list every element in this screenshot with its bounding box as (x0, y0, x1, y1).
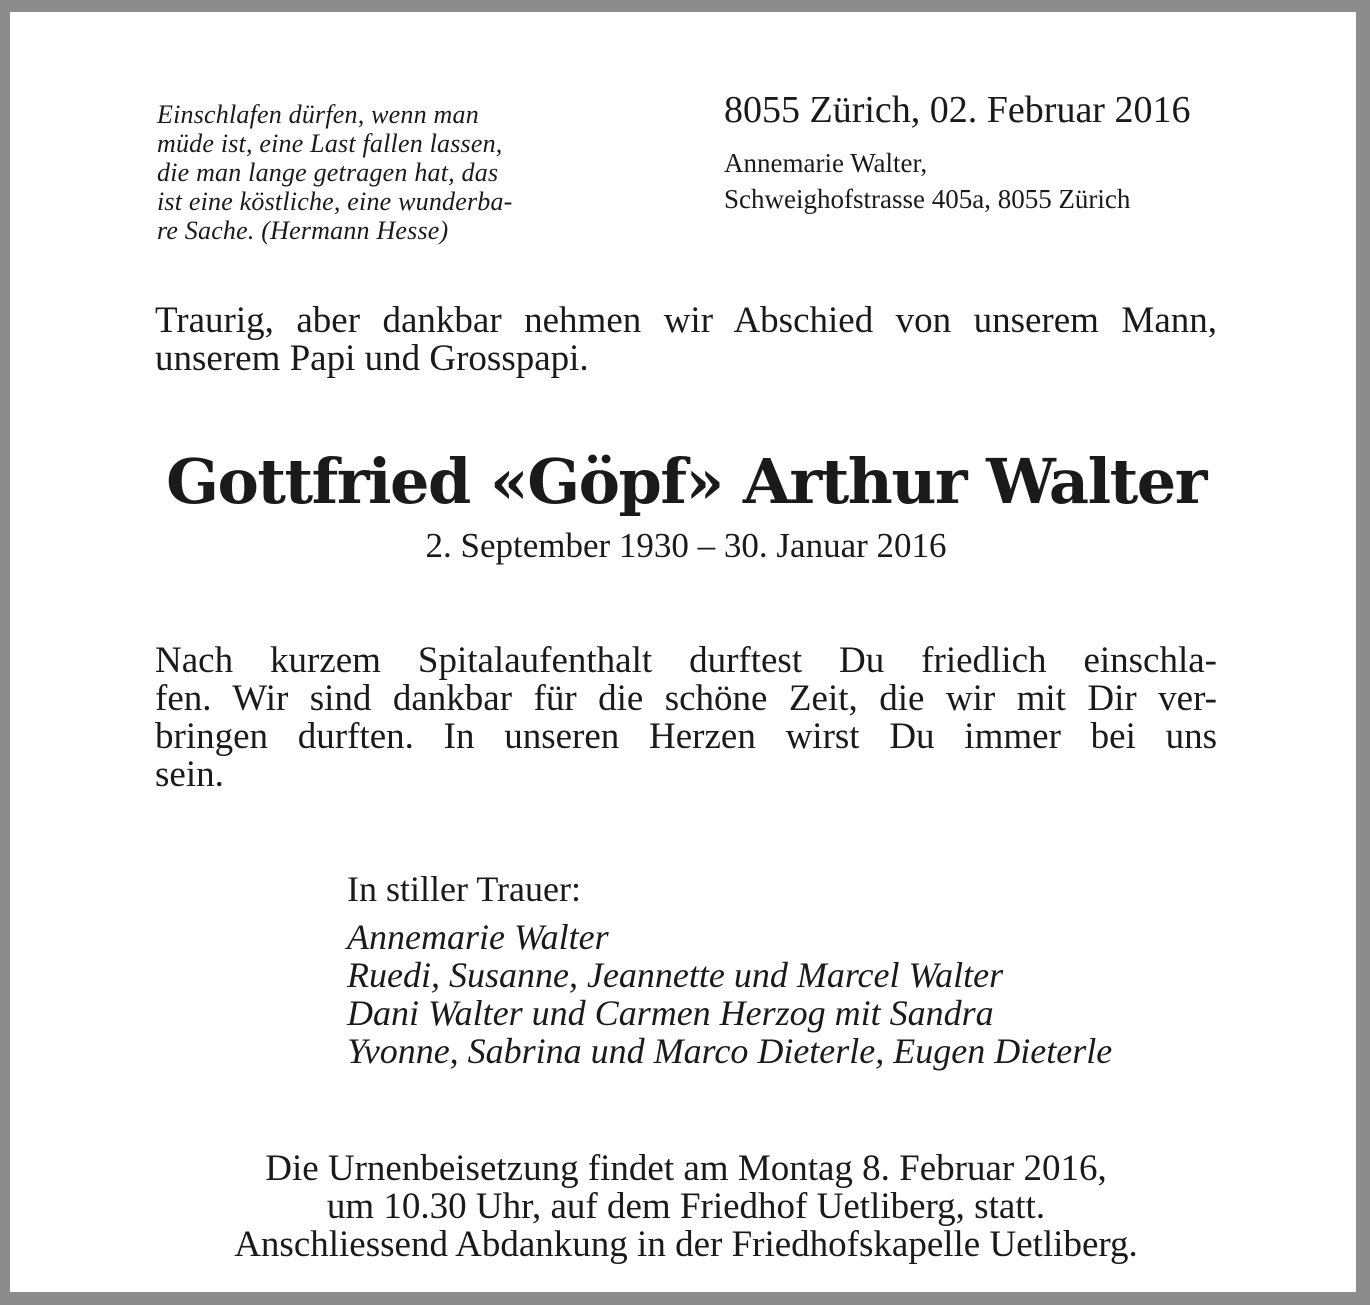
mourner-name: Yvonne, Sabrina und Marco Dieterle, Eugen Dieterle (347, 1031, 1113, 1071)
obituary-page (10, 12, 1356, 1292)
lifespan-dates: 2. September 1930 – 30. Januar 2016 (425, 526, 947, 565)
funeral-notice (110, 1150, 1262, 1264)
mourners-list (347, 918, 1227, 1070)
motto-line: ist eine köstliche, eine wunderba- (157, 187, 513, 216)
message-line: sein. (155, 754, 224, 795)
address-line: Annemarie Walter, (724, 148, 928, 178)
mourners-heading: In stiller Trauer: (347, 869, 581, 909)
motto-quote (157, 100, 597, 245)
motto-line: müde ist, eine Last fallen lassen, (157, 129, 503, 158)
mourner-name: Dani Walter und Carmen Herzog mit Sandra (347, 993, 994, 1033)
intro-text: Traurig, aber dankbar nehmen wir Abschied von unserem Mann, unserem Papi und Grosspapi. (155, 300, 1217, 379)
place-date: 8055 Zürich, 02. Februar 2016 (724, 89, 1191, 131)
mourner-name: Annemarie Walter (347, 917, 609, 957)
message-line: bringen durften. In unseren Herzen wirst Du immer bei uns (155, 716, 1217, 757)
motto-line: re Sache. (Hermann Hesse) (157, 216, 449, 245)
message-line: fen. Wir sind dankbar für die schöne Zeit, die wir mit Dir ver- (155, 678, 1217, 719)
mourner-name: Ruedi, Susanne, Jeannette und Marcel Walter (347, 955, 1004, 995)
deceased-name: Gottfried «Göpf» Arthur Walter (166, 445, 1206, 518)
funeral-line: Die Urnenbeisetzung findet am Montag 8. Februar 2016, (265, 1148, 1107, 1189)
funeral-line: um 10.30 Uhr, auf dem Friedhof Uetliberg, statt. (326, 1186, 1046, 1227)
message-line: Nach kurzem Spitalaufenthalt durftest Du friedlich einschla- (155, 640, 1217, 681)
funeral-line: Anschliessend Abdankung in der Friedhofskapelle Uetliberg. (234, 1224, 1138, 1265)
sender-address (724, 145, 1130, 217)
motto-line: Einschlafen dürfen, wenn man (157, 100, 479, 129)
motto-line: die man lange getragen hat, das (157, 158, 499, 187)
address-line: Schweighofstrasse 405a, 8055 Zürich (724, 184, 1131, 214)
farewell-message (155, 642, 1217, 794)
mourners-block (347, 870, 1227, 1070)
